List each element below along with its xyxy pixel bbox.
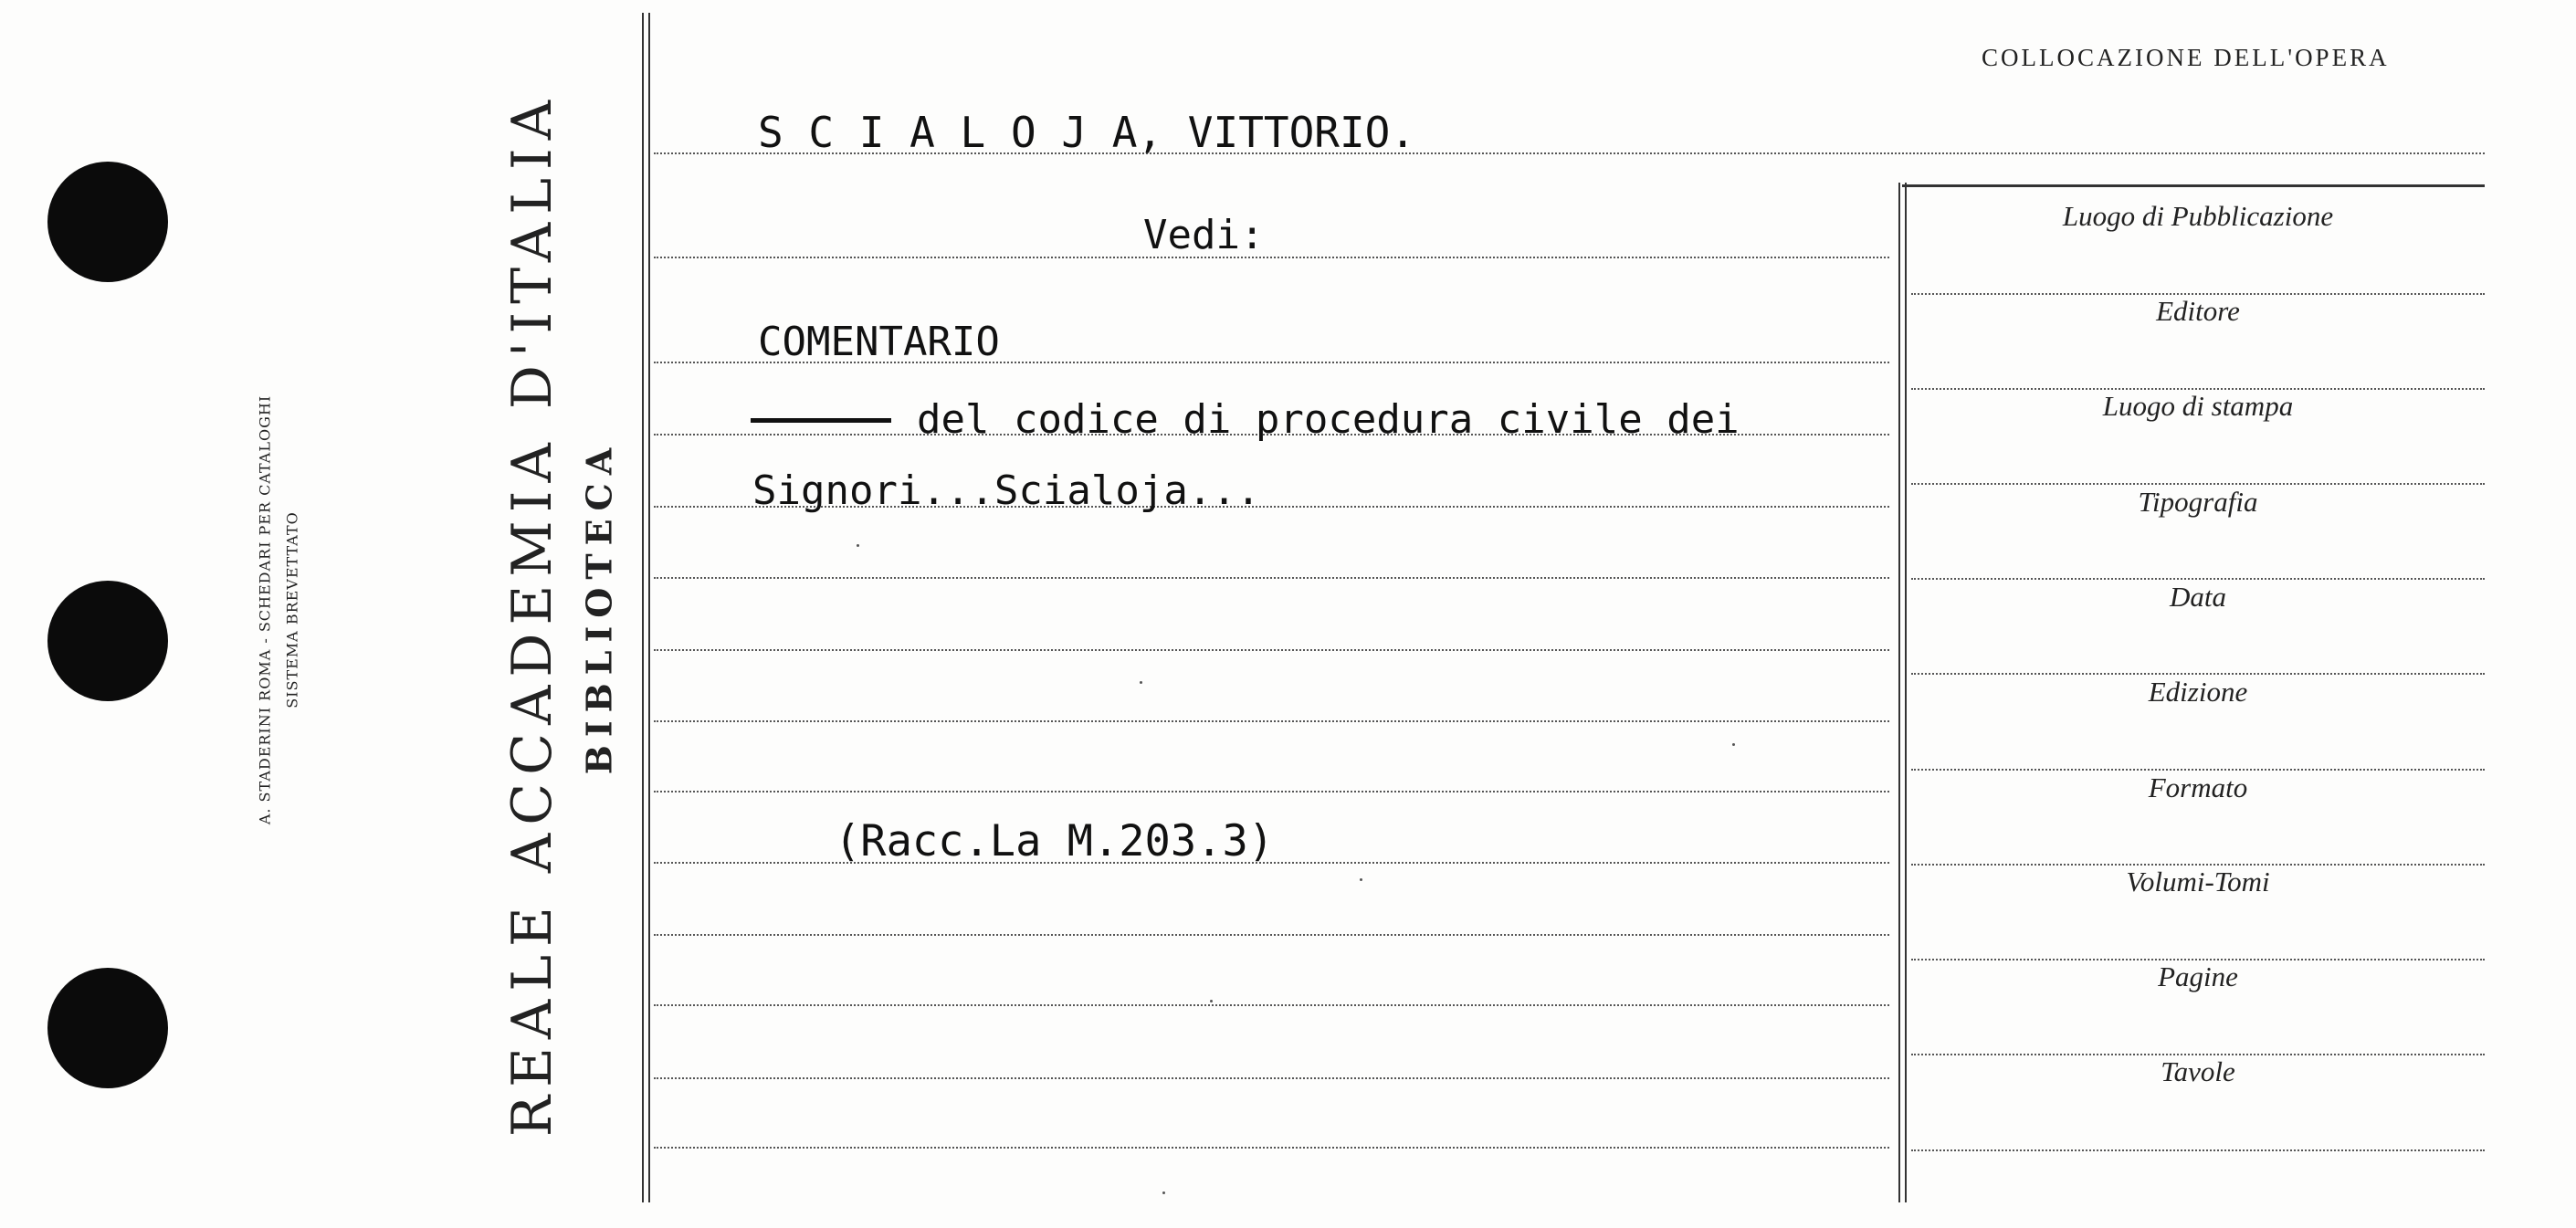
rule-line [654,720,1889,722]
field-label-data: Data [2170,581,2226,613]
scan-speck [1210,1000,1213,1002]
title-continuation: del codice di procedura civile dei [917,396,1740,443]
field-label-luogo-stampa: Luogo di stampa [2102,390,2294,422]
field-column-separator-inner [1905,183,1907,1202]
rule-line [654,577,1889,579]
rule-line [654,1077,1889,1079]
stub-separator [642,13,644,1202]
field-column-top-rule [1902,184,2485,187]
field-label-tavole: Tavole [2161,1055,2235,1087]
field-rule [1911,483,2485,485]
field-label-tipografia: Tipografia [2138,486,2258,518]
rule-line [654,934,1889,936]
field-label-edizione: Edizione [2148,676,2248,708]
rule-line [654,649,1889,651]
field-rule [1911,769,2485,771]
field-rule [1911,1149,2485,1151]
scan-speck [857,544,859,547]
printer-imprint-line1: A. STADERINI ROMA - SCHEDARI PER CATALOGHI [256,394,274,825]
field-label-volumi-tomi: Volumi-Tomi [2126,866,2270,897]
title-heading: COMENTARIO [758,319,1000,365]
scan-speck [1162,1191,1165,1194]
field-column-separator [1898,183,1900,1202]
shelfmark: (Racc.La M.203.3) [835,816,1275,866]
rule-line [654,791,1889,792]
field-label-formato: Formato [2148,771,2248,803]
scan-speck [1140,681,1142,684]
field-rule [1911,673,2485,675]
printer-imprint-line2: SISTEMA BREVETTATO [283,511,301,708]
title-authors-line: Signori...Scialoja... [752,467,1261,514]
punch-hole-middle [47,581,168,701]
scan-speck [1732,743,1735,746]
see-reference-label: Vedi: [1143,212,1265,258]
rule-line [654,1004,1889,1006]
department-name: BIBLIOTECA [578,439,620,775]
field-label-editore: Editore [2156,295,2240,327]
author-heading: S C I A L O J A, VITTORIO. [758,108,1416,157]
scan-speck [1360,878,1362,881]
field-label-luogo-pubblicazione: Luogo di Pubblicazione [2062,200,2334,232]
collocation-header: COLLOCAZIONE DELL'OPERA [1982,44,2390,71]
rule-line [654,1147,1889,1149]
institution-name: REALE ACCADEMIA D'ITALIA [500,91,564,1138]
punch-hole-bottom [47,968,168,1088]
field-label-pagine: Pagine [2158,960,2238,992]
field-rule [1911,578,2485,580]
punch-hole-top [47,162,168,282]
rule-line [654,257,1889,258]
title-repeat-dash [751,418,891,423]
stub-separator-inner [648,13,650,1202]
